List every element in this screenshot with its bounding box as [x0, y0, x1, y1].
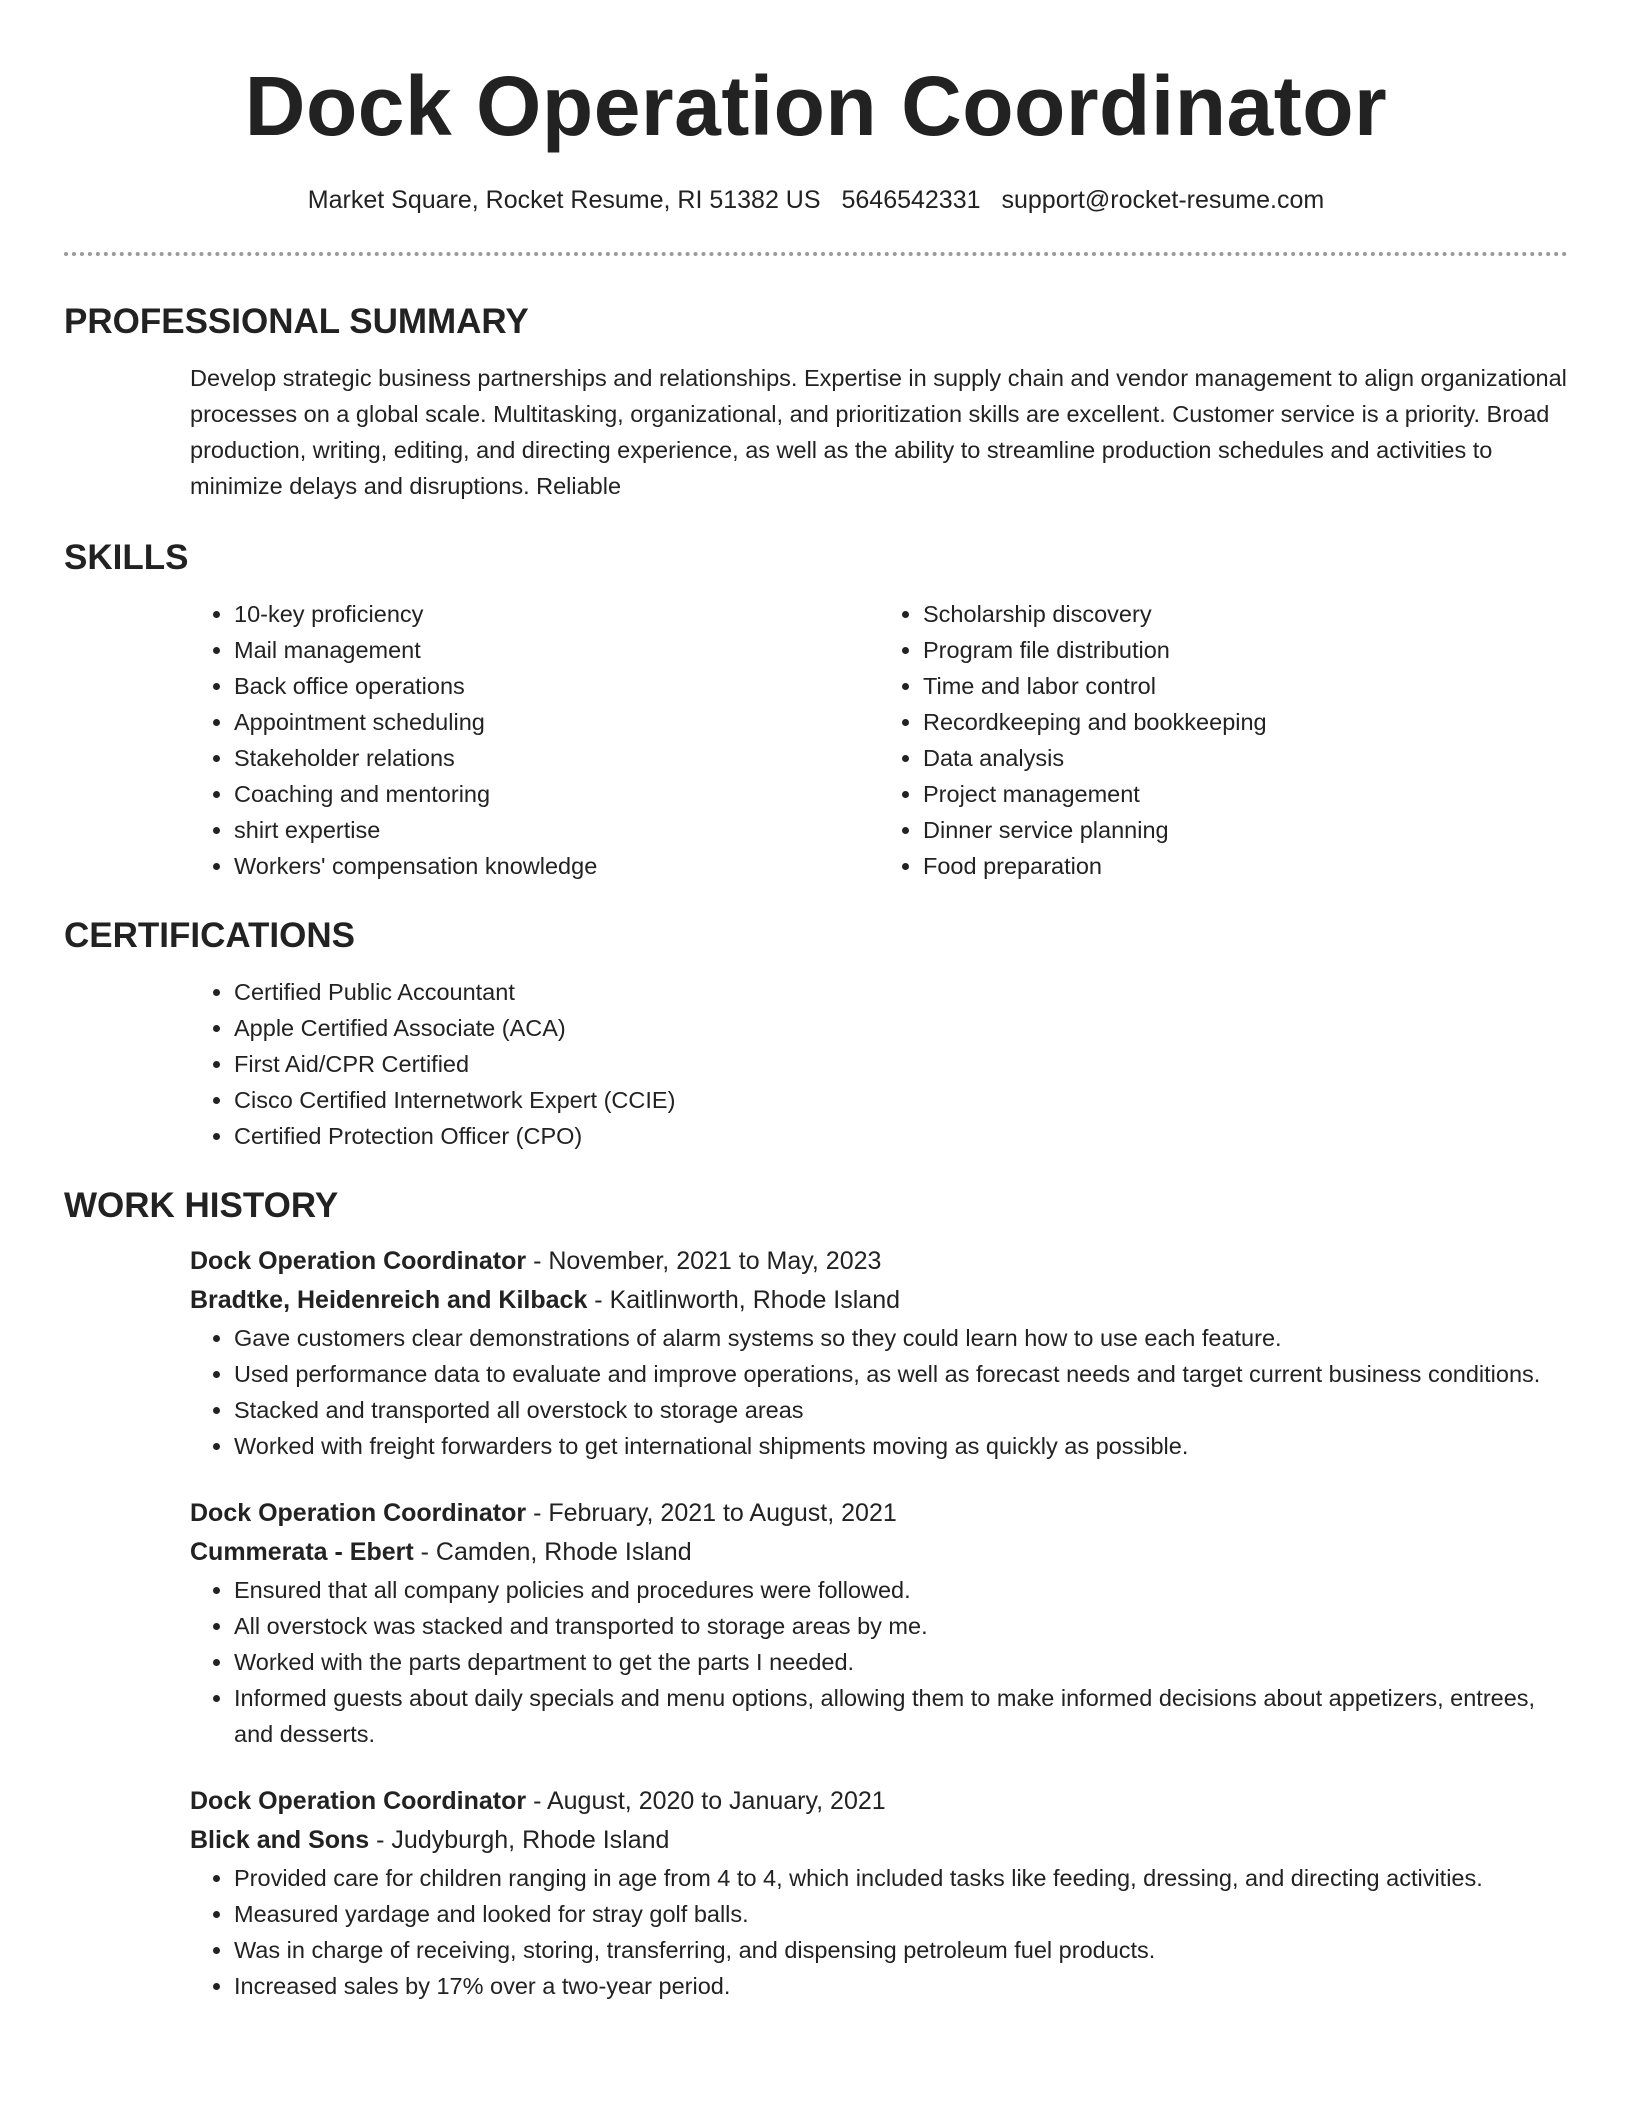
- job-bullet: • Informed guests about daily specials and menu options, allowing them to make informed decisions about appetizers, entrees, and desserts.: [234, 1680, 1568, 1752]
- skill-item: • Dinner service planning: [923, 812, 1568, 848]
- certification-item: • Certified Public Accountant: [234, 974, 1568, 1010]
- job-company-line: [190, 1533, 1568, 1572]
- certification-item: • First Aid/CPR Certified: [234, 1046, 1568, 1082]
- summary-section: [64, 300, 1568, 504]
- job-location: - Judyburgh, Rhode Island: [369, 1826, 670, 1854]
- contact-email: support@rocket-resume.com: [1001, 186, 1325, 214]
- job-bullet: • Ensured that all company policies and procedures were followed.: [234, 1572, 1568, 1608]
- job-bullets: [190, 1860, 1568, 2004]
- skill-item: • Recordkeeping and bookkeeping: [923, 704, 1568, 740]
- certification-item: • Certified Protection Officer (CPO): [234, 1118, 1568, 1154]
- certifications-list: [190, 974, 1568, 1154]
- certifications-title: CERTIFICATIONS: [64, 916, 356, 955]
- skill-item: • shirt expertise: [234, 812, 879, 848]
- job-bullet: • Measured yardage and looked for stray golf balls.: [234, 1896, 1568, 1932]
- job-role-line: [190, 1782, 1568, 1821]
- job-role-line: [190, 1494, 1568, 1533]
- job-entry: [190, 1782, 1568, 2004]
- job-location: - Kaitlinworth, Rhode Island: [587, 1286, 901, 1314]
- job-bullet: • Was in charge of receiving, storing, transferring, and dispensing petroleum fuel products.: [234, 1932, 1568, 1968]
- job-company: Bradtke, Heidenreich and Kilback: [190, 1286, 588, 1314]
- job-bullet: • All overstock was stacked and transported to storage areas by me.: [234, 1608, 1568, 1644]
- skills-section: [64, 536, 1568, 884]
- skill-item: • Program file distribution: [923, 632, 1568, 668]
- job-entry: [190, 1494, 1568, 1752]
- contact-phone: 5646542331: [841, 186, 981, 214]
- certification-item: • Cisco Certified Internetwork Expert (CCIE): [234, 1082, 1568, 1118]
- job-entry: [190, 1242, 1568, 1464]
- job-bullet: • Worked with the parts department to get the parts I needed.: [234, 1644, 1568, 1680]
- certifications-section: [64, 914, 1568, 1154]
- skills-title: SKILLS: [64, 538, 189, 577]
- job-company-line: [190, 1281, 1568, 1320]
- summary-body: [190, 360, 1568, 504]
- job-role-line: [190, 1242, 1568, 1281]
- job-bullets: [190, 1320, 1568, 1464]
- job-company: Blick and Sons: [190, 1826, 370, 1854]
- job-dates: - November, 2021 to May, 2023: [526, 1247, 882, 1275]
- job-company-line: [190, 1821, 1568, 1860]
- resume-name: Dock Operation Coordinator: [244, 59, 1388, 153]
- job-role: Dock Operation Coordinator: [190, 1499, 527, 1527]
- job-role: Dock Operation Coordinator: [190, 1787, 527, 1815]
- skill-item: • Time and labor control: [923, 668, 1568, 704]
- skills-list-right: [879, 596, 1568, 884]
- job-location: - Camden, Rhode Island: [413, 1538, 692, 1566]
- skills-list-left: [190, 596, 879, 884]
- skill-item: • Project management: [923, 776, 1568, 812]
- job-dates: - February, 2021 to August, 2021: [526, 1499, 897, 1527]
- skill-item: • Mail management: [234, 632, 879, 668]
- job-bullet: • Increased sales by 17% over a two-year period.: [234, 1968, 1568, 2004]
- work-history-section: [64, 1184, 1568, 2004]
- skill-item: • Coaching and mentoring: [234, 776, 879, 812]
- job-bullet: • Used performance data to evaluate and improve operations, as well as forecast needs and target current business conditions.: [234, 1356, 1568, 1392]
- skill-item: • Stakeholder relations: [234, 740, 879, 776]
- job-role: Dock Operation Coordinator: [190, 1247, 527, 1275]
- contact-address: Market Square, Rocket Resume, RI 51382 US: [307, 186, 821, 214]
- job-bullet: • Stacked and transported all overstock to storage areas: [234, 1392, 1568, 1428]
- job-bullet: • Worked with freight forwarders to get international shipments moving as quickly as possible.: [234, 1428, 1568, 1464]
- contact-line: [0, 184, 1632, 216]
- skill-item: • Scholarship discovery: [923, 596, 1568, 632]
- skill-item: • 10-key proficiency: [234, 596, 879, 632]
- job-bullet: • Gave customers clear demonstrations of alarm systems so they could learn how to use each feature.: [234, 1320, 1568, 1356]
- skill-item: • Food preparation: [923, 848, 1568, 884]
- skills-grid: [190, 596, 1568, 884]
- job-bullets: [190, 1572, 1568, 1752]
- job-company: Cummerata - Ebert: [190, 1538, 414, 1566]
- skill-item: • Workers' compensation knowledge: [234, 848, 879, 884]
- job-bullet: • Provided care for children ranging in age from 4 to 4, which included tasks like feeding, dressing, and directing activities.: [234, 1860, 1568, 1896]
- skill-item: • Data analysis: [923, 740, 1568, 776]
- certification-item: • Apple Certified Associate (ACA): [234, 1010, 1568, 1046]
- summary-text: Develop strategic business partnerships and relationships. Expertise in supply chain and vendor management to align organizational processes on a global scale. Multitasking, organizational, and prioritization skills are excellent. Customer service is a priority. Broad production, writing, editing, and directing experience, as well as the ability to streamline production schedules and activities to minimize delays and disruptions. Reliable: [190, 365, 1567, 499]
- work-history-title: WORK HISTORY: [64, 1186, 339, 1225]
- summary-title: PROFESSIONAL SUMMARY: [64, 302, 529, 341]
- skill-item: • Back office operations: [234, 668, 879, 704]
- header-divider: [64, 252, 1568, 256]
- certifications-body: [190, 974, 1568, 1154]
- job-dates: - August, 2020 to January, 2021: [526, 1787, 886, 1815]
- skill-item: • Appointment scheduling: [234, 704, 879, 740]
